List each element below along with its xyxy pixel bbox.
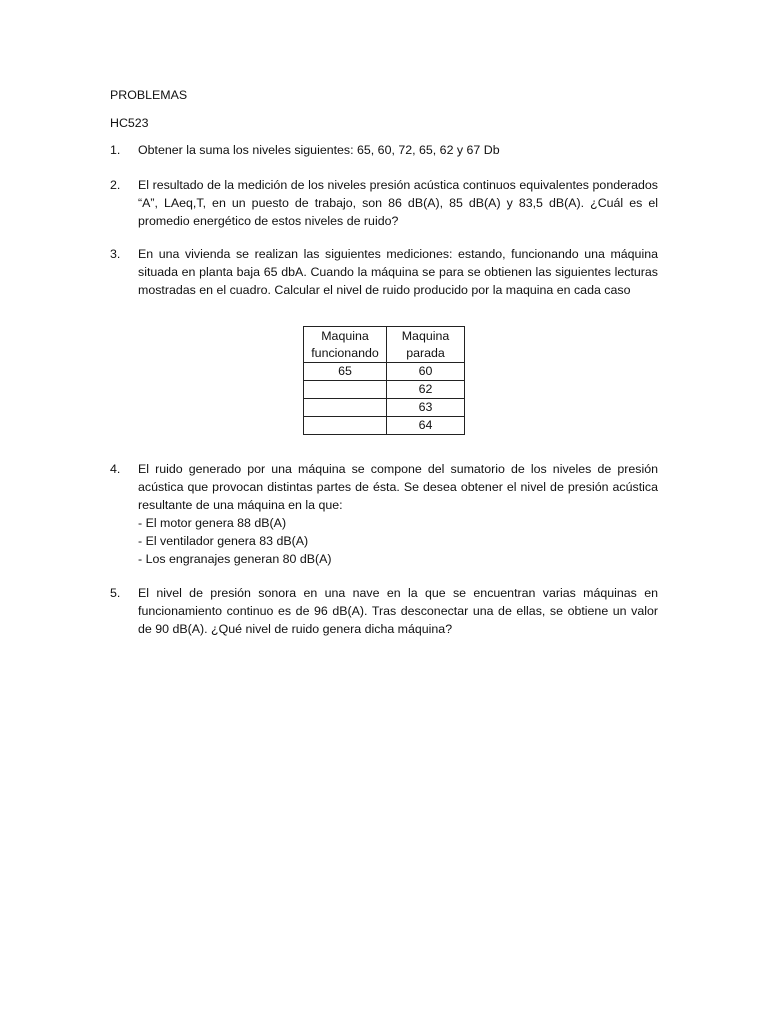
problem-number: 3. [110,247,121,261]
problem-text: El ruido generado por una máquina se compone del sumatorio de los niveles de presión acústica que provocan distintas partes de ésta. Se desea obtener el nivel de presión acústica resultante de una máquina en la que: [138,462,658,512]
column-header-running: Maquina funcionando [304,327,387,363]
list-item: - El motor genera 88 dB(A) [138,516,287,530]
problem-text: En una vivienda se realizan las siguientes mediciones: estando, funcionando una máquina situada en planta baja 65 dbA. Cuando la máquina se para se obtienen las siguientes lecturas mostradas en el cuadro. Calcular el nivel de ruido producido por la maquina en cada caso [138,247,658,297]
document-title: PROBLEMAS [110,88,188,102]
column-header-stopped: Maquina parada [387,327,465,363]
table-cell [304,381,387,399]
problem-body [138,460,658,568]
table-header-row [304,327,465,363]
table-cell [304,417,387,435]
problem-4 [110,460,658,568]
table-row [304,363,465,381]
table-cell: 63 [387,399,465,417]
table-cell: 65 [304,363,387,381]
readings-table [303,326,465,435]
problem-number: 2. [110,178,121,192]
list-item: - El ventilador genera 83 dB(A) [138,534,309,548]
problem-text: El resultado de la medición de los niveles presión acústica continuos equivalentes ponderados “A”, LAeq,T, en un puesto de trabajo, son 86 dB(A), 85 dB(A) y 83,5 dB(A). ¿Cuál es el promedio energético de estos niveles de ruido? [138,178,658,228]
problem-3 [110,245,658,299]
problem-number: 4. [110,462,121,476]
table-row [304,399,465,417]
table-cell: 60 [387,363,465,381]
table-cell: 64 [387,417,465,435]
list-item: - Los engranajes generan 80 dB(A) [138,552,332,566]
problem-number: 1. [110,143,121,157]
problem-number: 5. [110,586,121,600]
problem-text: Obtener la suma los niveles siguientes: 65, 60, 72, 65, 62 y 67 Db [138,143,500,157]
table-row [304,381,465,399]
table-cell [304,399,387,417]
table-cell: 62 [387,381,465,399]
problem-1 [110,141,658,159]
problem-5 [110,584,658,638]
document-code: HC523 [110,116,149,130]
problem-text: El nivel de presión sonora en una nave en la que se encuentran varias máquinas en funcionamiento continuo es de 96 dB(A). Tras desconectar una de ellas, se obtiene un valor de 90 dB(A). ¿Qué nivel de ruido genera dicha máquina? [138,586,658,636]
problem-2 [110,176,658,230]
table-row [304,417,465,435]
